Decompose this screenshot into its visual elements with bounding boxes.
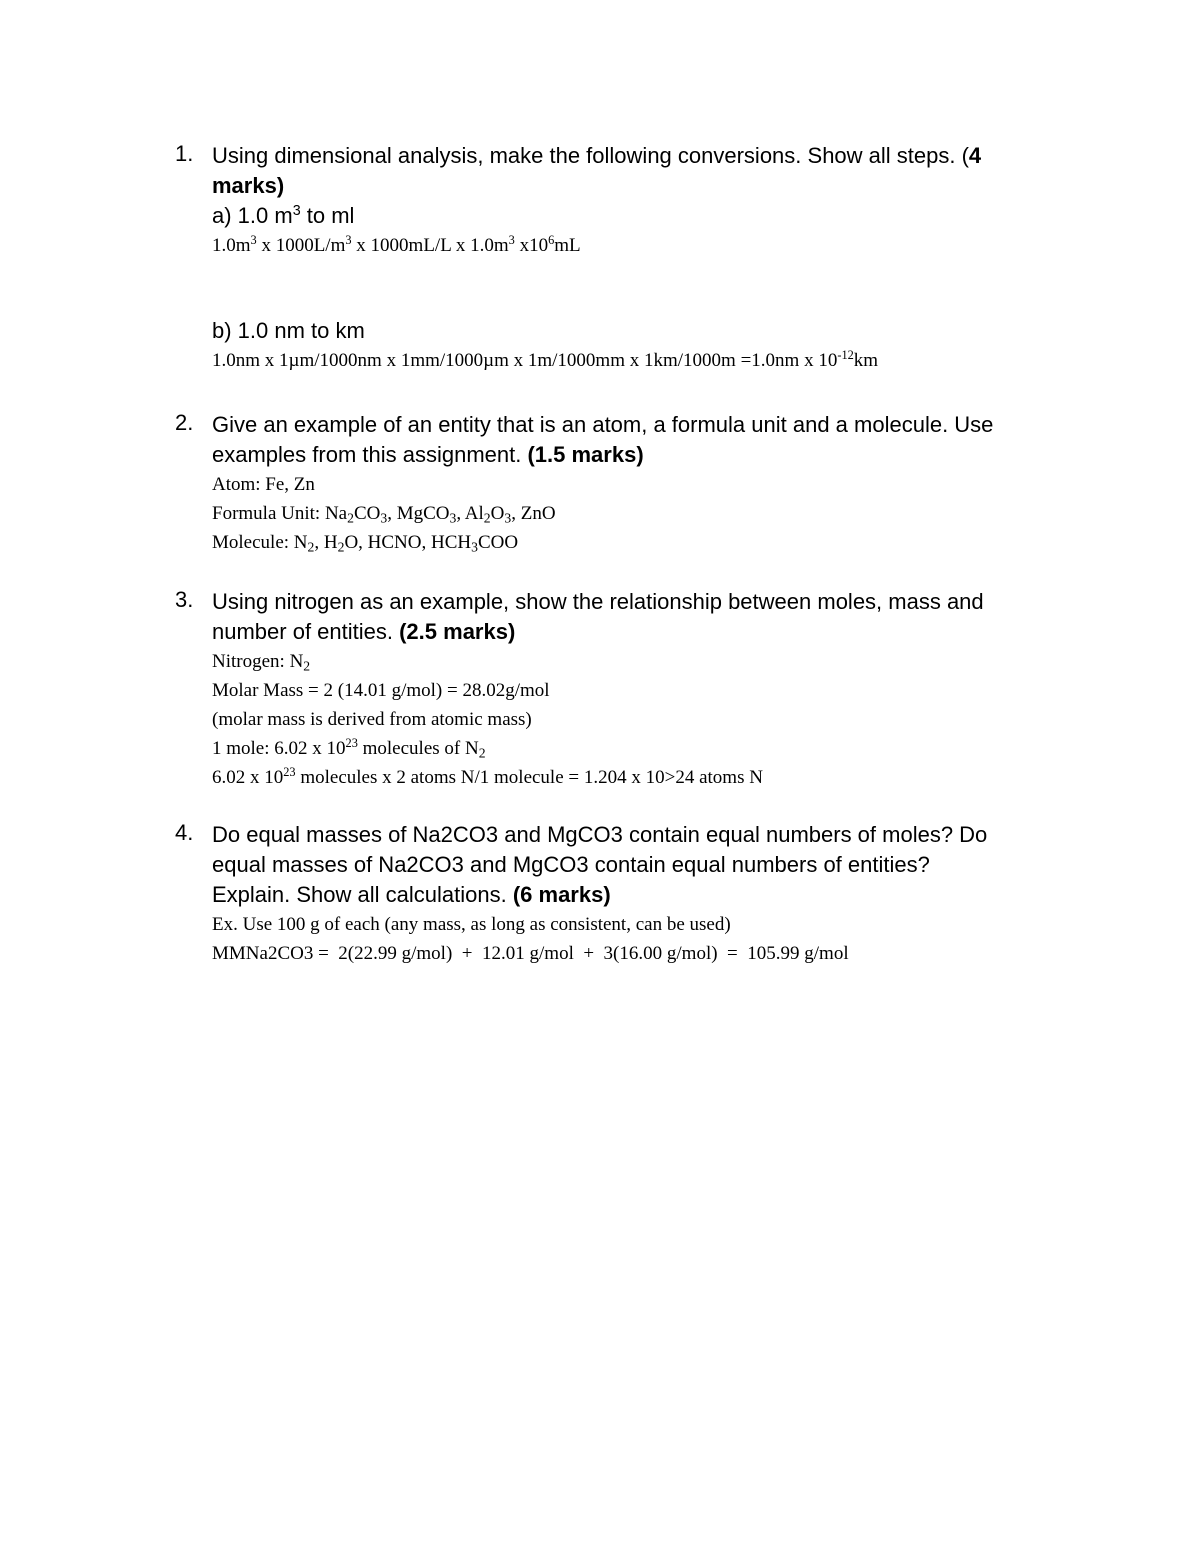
answer-formula-unit: Formula Unit: $Na_2CO_3$, MgCO$_3$, $Al_2O_3$, ZnO (212, 503, 556, 526)
part-a-answer: $1.0m^3$ x $1000L/m^3$ x 1000mL/L x $1.0m^3$ $x10^6mL$ (212, 233, 581, 256)
part-b-label: b) 1.0 nm to km (212, 318, 365, 343)
question-prompt: Using nitrogen as an example, show the relationship between moles, mass and (212, 589, 984, 614)
question-prompt: Give an example of an entity that is an atom, a formula unit and a molecule. Use (212, 412, 994, 437)
question-prompt: Do equal masses of Na2CO3 and MgCO3 contain equal numbers of moles? Do (212, 822, 988, 847)
question-number: 3. (175, 587, 194, 612)
part-a-label: a) 1.0 $m^3$ to ml (212, 203, 355, 228)
part-b-answer: 1.0nm x 1µm/1000nm x 1mm/1000µm x 1m/1000mm x 1km/1000m =1.0nm x $10^{-12}km$ (212, 348, 879, 371)
answer-atoms: 6.02 x $10^{23}$ molecules x 2 atoms N/1 molecule = 1.204 x 10>24 atoms N (212, 765, 763, 788)
question-3 (175, 587, 1075, 792)
question-prompt-cont: examples from this assignment. (1.5 marks) (212, 442, 644, 467)
question-number: 1. (175, 141, 194, 166)
question-prompt-cont: equal masses of Na2CO3 and MgCO3 contain equal numbers of entities? (212, 852, 930, 877)
question-2 (175, 410, 1075, 557)
question-prompt-cont: number of entities. (2.5 marks) (212, 619, 516, 644)
answer-derived-note: (molar mass is derived from atomic mass) (212, 709, 532, 730)
question-number: 2. (175, 410, 194, 435)
answer-molar-mass: MMNa2CO3 = 2(22.99 g/mol) + 12.01 g/mol + 3(16.00 g/mol) = 105.99 g/mol (212, 943, 849, 964)
answer-mole: 1 mole: 6.02 x $10^{23}$ molecules of $N_2$ (212, 736, 486, 761)
question-number: 4. (175, 820, 194, 845)
answer-nitrogen: Nitrogen: $N_2$ (212, 651, 311, 674)
spacer (212, 260, 1075, 316)
answer-molar-mass: Molar Mass = 2 (14.01 g/mol) = 28.02g/mol (212, 680, 550, 701)
answer-atom: Atom: Fe, Zn (212, 474, 315, 495)
question-prompt-end: Explain. Show all calculations. (6 marks) (212, 882, 611, 907)
question-4 (175, 820, 1075, 968)
answer-example: Ex. Use 100 g of each (any mass, as long as consistent, can be used) (212, 914, 731, 935)
question-prompt: Using dimensional analysis, make the following conversions. Show all steps. (4 (212, 143, 982, 168)
answer-molecule: Molecule: $N_2$, $H_2O$, HCNO, $HCH_3COO$ (212, 532, 519, 555)
question-1 (175, 141, 1075, 375)
question-marks: marks) (212, 173, 285, 198)
